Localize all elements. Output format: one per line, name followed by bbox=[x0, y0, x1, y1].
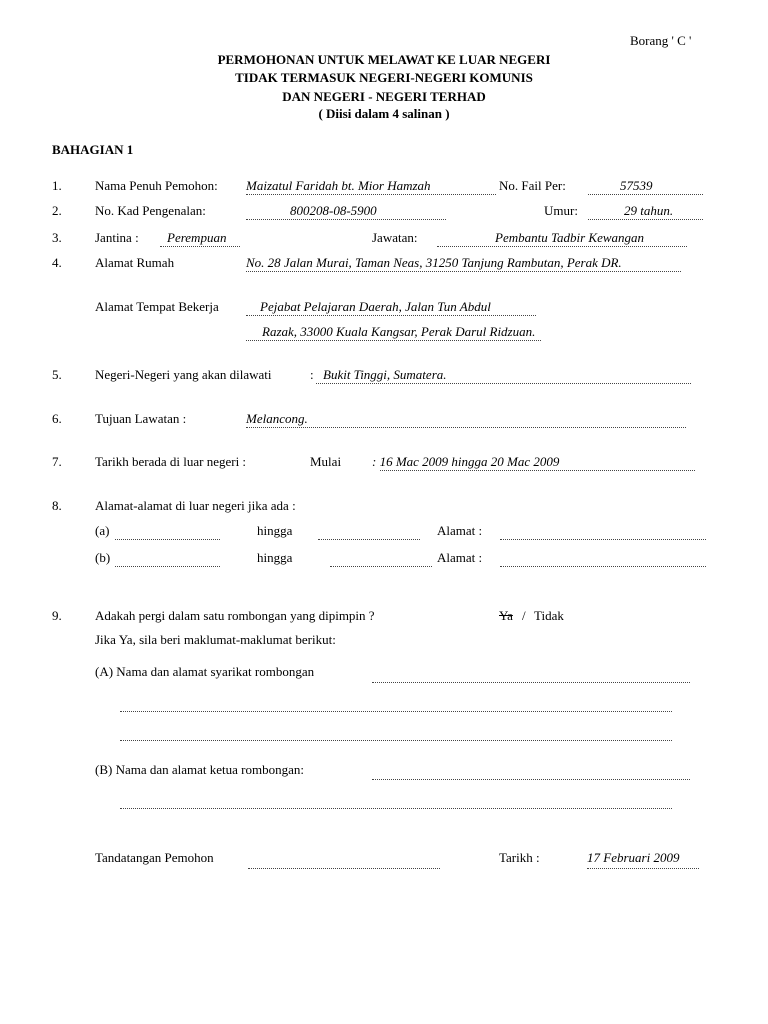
q9-b-line-2 bbox=[120, 806, 672, 809]
q6-purpose-line bbox=[246, 425, 686, 428]
q9-a-line-2 bbox=[120, 709, 672, 712]
title-line-3: DAN NEGERI - NEGERI TERHAD bbox=[282, 89, 486, 104]
q5-destination-line bbox=[316, 381, 691, 384]
q1-number: 1. bbox=[52, 178, 62, 193]
q3-position-label: Jawatan: bbox=[372, 230, 418, 245]
q4-work-line2: Razak, 33000 Kuala Kangsar, Perak Darul Ridzuan. bbox=[262, 324, 536, 339]
q9-label: Adakah pergi dalam satu rombongan yang dipimpin ? bbox=[95, 608, 375, 623]
q1-name-line bbox=[246, 192, 496, 195]
q4-work-label: Alamat Tempat Bekerja bbox=[95, 299, 219, 314]
q1-file-label: No. Fail Per: bbox=[499, 178, 566, 193]
q8-number: 8. bbox=[52, 498, 62, 513]
q9-number: 9. bbox=[52, 608, 62, 623]
q5-label: Negeri-Negeri yang akan dilawati bbox=[95, 367, 272, 382]
date-label: Tarikh : bbox=[499, 850, 540, 865]
q8-row-a-tag: (a) bbox=[95, 523, 110, 538]
q8-row-b-to-line bbox=[330, 564, 432, 567]
q4-home-line bbox=[246, 269, 681, 272]
q8-row-a-hingga: hingga bbox=[257, 523, 293, 538]
q8-row-b-alamat: Alamat : bbox=[437, 550, 483, 565]
q8-row-b-hingga: hingga bbox=[257, 550, 293, 565]
q9-option-tidak: Tidak bbox=[534, 608, 564, 623]
q4-label: Alamat Rumah bbox=[95, 255, 175, 270]
q3-position-value: Pembantu Tadbir Kewangan bbox=[495, 230, 645, 245]
q7-start-label: Mulai bbox=[310, 454, 342, 469]
title-line-2: TIDAK TERMASUK NEGERI-NEGERI KOMUNIS bbox=[235, 70, 533, 85]
q2-age-line bbox=[588, 217, 703, 220]
q4-work-line1: Pejabat Pelajaran Daerah, Jalan Tun Abdul bbox=[260, 299, 491, 314]
date-line bbox=[587, 866, 699, 869]
q6-number: 6. bbox=[52, 411, 62, 426]
q9-option-ya: Ya bbox=[499, 608, 513, 623]
q4-work-dots-1 bbox=[246, 313, 536, 316]
q8-row-a-from-line bbox=[115, 537, 220, 540]
q7-number: 7. bbox=[52, 454, 62, 469]
q9-a-label: (A) Nama dan alamat syarikat rombongan bbox=[95, 664, 315, 679]
q3-gender-value: Perempuan bbox=[167, 230, 227, 245]
q9-b-line-1 bbox=[372, 777, 690, 780]
q8-row-a-address-line bbox=[500, 537, 706, 540]
q3-number: 3. bbox=[52, 230, 62, 245]
q1-file-value: 57539 bbox=[620, 178, 653, 193]
q7-date-line bbox=[380, 468, 695, 471]
q2-ic-line bbox=[246, 217, 446, 220]
q9-option-separator: / bbox=[522, 608, 526, 623]
q8-row-a-alamat: Alamat : bbox=[437, 523, 483, 538]
q2-age-label: Umur: bbox=[544, 203, 578, 218]
q8-row-b-from-line bbox=[115, 564, 220, 567]
q3-gender-line bbox=[160, 244, 240, 247]
q9-a-line-1 bbox=[372, 680, 690, 683]
q1-file-line bbox=[588, 192, 703, 195]
q8-row-b-address-line bbox=[500, 564, 706, 567]
q8-row-a-to-line bbox=[318, 537, 420, 540]
q2-age-value: 29 tahun. bbox=[624, 203, 674, 218]
q5-destination-value: Bukit Tinggi, Sumatera. bbox=[323, 367, 447, 382]
form-subtitle: ( Diisi dalam 4 salinan ) bbox=[318, 106, 450, 121]
q7-date-range-value: : 16 Mac 2009 hingga 20 Mac 2009 bbox=[372, 454, 560, 469]
q6-purpose-value: Melancong. bbox=[246, 411, 308, 426]
q2-number: 2. bbox=[52, 203, 62, 218]
q2-label: No. Kad Pengenalan: bbox=[95, 203, 206, 218]
q1-label: Nama Penuh Pemohon: bbox=[95, 178, 218, 193]
signature-line bbox=[248, 866, 440, 869]
q5-colon: : bbox=[310, 367, 314, 382]
q4-number: 4. bbox=[52, 255, 62, 270]
date-value: 17 Februari 2009 bbox=[587, 850, 680, 865]
q9-b-label: (B) Nama dan alamat ketua rombongan: bbox=[95, 762, 305, 777]
q1-name-value: Maizatul Faridah bt. Mior Hamzah bbox=[246, 178, 431, 193]
title-line-1: PERMOHONAN UNTUK MELAWAT KE LUAR NEGERI bbox=[217, 52, 551, 67]
signature-label: Tandatangan Pemohon bbox=[95, 850, 214, 865]
q9-sub-instruction: Jika Ya, sila beri maklumat-maklumat berikut: bbox=[95, 632, 336, 647]
form-code: Borang ' C ' bbox=[630, 33, 692, 48]
q9-a-line-3 bbox=[120, 738, 672, 741]
q4-work-dots-2 bbox=[246, 338, 541, 341]
q6-label: Tujuan Lawatan : bbox=[95, 411, 187, 426]
q4-home-value: No. 28 Jalan Murai, Taman Neas, 31250 Tanjung Rambutan, Perak DR. bbox=[246, 255, 622, 270]
section-heading: BAHAGIAN 1 bbox=[52, 142, 134, 157]
q2-ic-value: 800208-08-5900 bbox=[290, 203, 377, 218]
q5-number: 5. bbox=[52, 367, 62, 382]
q8-label: Alamat-alamat di luar negeri jika ada : bbox=[95, 498, 296, 513]
q3-label: Jantina : bbox=[95, 230, 139, 245]
q8-row-b-tag: (b) bbox=[95, 550, 111, 565]
q3-position-line bbox=[437, 244, 687, 247]
q7-label: Tarikh berada di luar negeri : bbox=[95, 454, 247, 469]
